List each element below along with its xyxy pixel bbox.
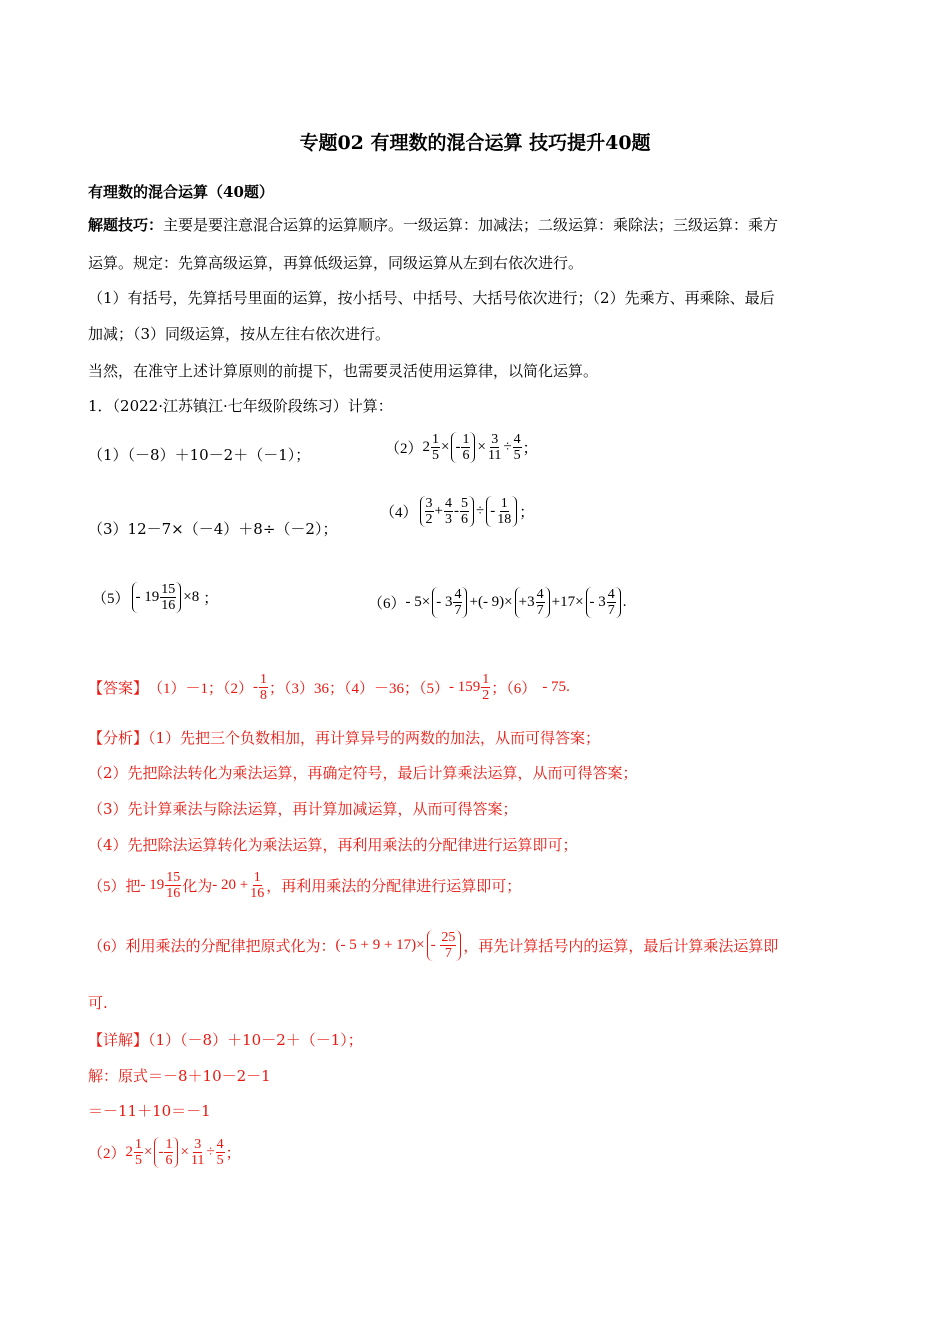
tips-line-3: （1）有括号，先算括号里面的运算，按小括号、中括号、大括号依次进行；（2）先乘方、再乘除、最后 — [88, 289, 775, 307]
section-heading: 有理数的混合运算（40题） — [88, 183, 274, 201]
tips-text-1: 主要是要注意混合运算的运算顺序。一级运算：加减法；二级运算：乘除法；三级运算：乘方 — [163, 216, 779, 234]
analysis-line-4: （4）先把除法运算转化为乘法运算，再利用乘法的分配律进行运算即可； — [88, 836, 578, 854]
analysis-text-5a: （5）把 — [88, 879, 141, 895]
problem-1-3: （3）12－7×（－4）＋8÷（－2）； — [88, 520, 338, 538]
semicolon: ； — [203, 591, 219, 607]
problem-1-2: （2） 2 $\frac{1}{5}$ × - $\frac{1}{6}$ × $\frac{3}{11}$ ÷ $\frac{4}{5}$ ； — [385, 432, 538, 463]
tips-line-5: 当然，在准守上述计算原则的前提下，也需要灵活使用运算律，以简化运算。 — [88, 362, 599, 380]
answer-part-3: ；（6） — [491, 681, 537, 697]
problem-1-6: （6） - 5× - 3 $\frac{4}{7}$ +(- 9)× +3 $\frac{4}{7}$ +17× - 3 $\frac{4}{7}$ . — [368, 587, 627, 618]
detail-line-4: （2） 2 $\frac{1}{5}$ × - $\frac{1}{6}$ × $\frac{3}{11}$ ÷ $\frac{4}{5}$ ； — [88, 1137, 241, 1168]
detail-line-3: ＝－11＋10＝－1 — [88, 1102, 211, 1120]
semicolon: ； — [522, 441, 538, 457]
answer-tag: 【答案】 — [88, 681, 149, 697]
detail-text-1: （1）（－8）＋10－2＋（－1）； — [148, 1031, 363, 1049]
tips-line-2: 运算。规定：先算高级运算，再算低级运算，同级运算从左到右依次进行。 — [88, 254, 584, 272]
problem-1-2-label: （2） — [385, 441, 423, 457]
analysis-line-1 — [88, 731, 600, 746]
problem-1-5-label: （5） — [92, 591, 130, 607]
analysis-line-2: （2）先把除法转化为乘法运算，再确定符号，最后计算乘法运算，从而可得答案； — [88, 764, 638, 782]
analysis-text-5c: ，再利用乘法的分配律进行运算即可； — [266, 879, 522, 895]
detail-tag: 【详解】 — [88, 1031, 149, 1049]
analysis-text-6b: ，再先计算括号内的运算，最后计算乘法运算即 — [463, 939, 779, 955]
tips-line-4: 加减；（3）同级运算，按从左往右依次进行。 — [88, 325, 391, 343]
analysis-text-6a: （6）利用乘法的分配律把原式化为： — [88, 939, 336, 955]
analysis-line-5: （5）把 - 19 $\frac{15}{16}$ 化为 - 20 + $\frac{1}{16}$ ，再利用乘法的分配律进行运算即可； — [88, 870, 522, 901]
period: . — [622, 594, 627, 610]
detail-text-4-label: （2） — [88, 1146, 126, 1162]
problem-header: 1．（2022·江苏镇江·七年级阶段练习）计算： — [88, 397, 393, 415]
semicolon: ； — [225, 1146, 241, 1162]
semicolon: ； — [519, 505, 535, 521]
analysis-line-6: （6）利用乘法的分配律把原式化为： (- 5 + 9 + 17)× - $\frac{25}{7}$ ，再先计算括号内的运算，最后计算乘法运算即 — [88, 930, 779, 961]
problem-1-4: （4） $\frac{3}{2}$ + $\frac{4}{3}$ - $\frac{5}{6}$ ÷ - $\frac{1}{18}$ ； — [380, 496, 535, 527]
detail-line-2: 解：原式＝－8＋10－2－1 — [88, 1067, 271, 1085]
analysis-text-1: （1）先把三个负数相加，再计算异号的两数的加法，从而可得答案； — [148, 729, 601, 747]
analysis-tag: 【分析】 — [88, 729, 149, 747]
answer-part-2: ；（3）36；（4）－36；（5） — [269, 681, 450, 697]
answer-line: 【答案】 （1）－1；（2） - $\frac{1}{8}$ ；（3）36；（4）－36；（5） - 159 $\frac{1}{2}$ ；（6） - 75 . — [88, 672, 570, 703]
problem-1-1: （1）（－8）＋10－2＋（－1）； — [88, 446, 311, 464]
period: . — [566, 679, 570, 695]
analysis-line-7: 可. — [88, 994, 108, 1012]
problem-1-4-label: （4） — [380, 505, 418, 521]
page-title: 专题02 有理数的混合运算 技巧提升40题 — [299, 132, 651, 154]
answer-value-6: - 75 — [542, 679, 567, 695]
tips-label: 解题技巧： — [88, 216, 164, 234]
problem-1-5: （5） - 19 $\frac{15}{16}$ ×8 ； — [92, 582, 219, 613]
tips-line-1 — [88, 218, 778, 233]
problem-1-6-label: （6） — [368, 596, 406, 612]
analysis-line-3: （3）先计算乘法与除法运算，再计算加减运算，从而可得答案； — [88, 800, 518, 818]
detail-line-1 — [88, 1033, 363, 1048]
analysis-text-5b: 化为 — [182, 879, 213, 895]
answer-part-1: （1）－1；（2） — [148, 681, 254, 697]
